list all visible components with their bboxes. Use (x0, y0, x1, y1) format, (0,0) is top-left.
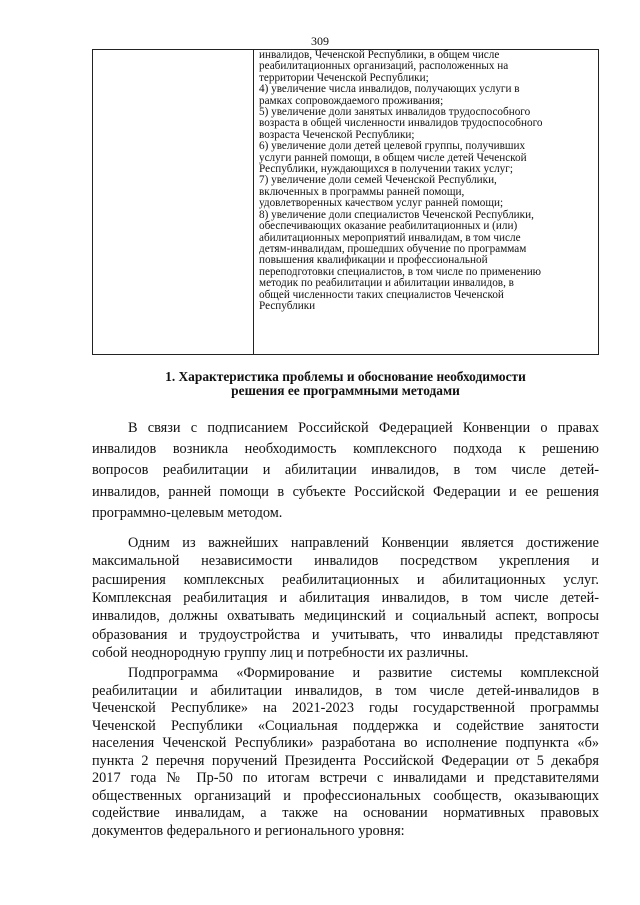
table-cell-line: Республики, нуждающихся в получении таких услуг; (259, 163, 513, 176)
table-cell-line: удовлетворенных качеством услуг ранней помощи; (259, 197, 504, 210)
table-cell-line: услуги ранней помощи, в общем числе детей Чеченской (259, 151, 527, 164)
paragraph-line: населения Чеченской Республики» разработана во исполнение подпункта «б» (92, 735, 599, 752)
page-number: 309 (311, 34, 329, 48)
heading-line: 1. Характеристика проблемы и обоснование необходимости (165, 369, 526, 384)
paragraph-line: собой неоднородную группу лиц и потребности их различны. (92, 644, 469, 661)
paragraph-line: пункта 2 перечня поручений Президента Российской Федерации от 5 декабря (92, 752, 599, 769)
paragraph-line: Чеченской Республике» на 2021-2023 годы государственной программы (92, 700, 599, 717)
paragraph-2 (92, 534, 599, 662)
paragraph-line: Комплексная реабилитация и абилитация инвалидов, в том числе детей- (92, 589, 599, 606)
paragraph-line: Подпрограмма «Формирование и развитие системы комплексной (128, 665, 599, 682)
table-column-divider (253, 50, 254, 354)
paragraph-line: расширения комплексных реабилитационных и абилитационных услуг. (92, 571, 599, 588)
table-cell-line: реабилитационных организаций, расположенных на (259, 60, 509, 73)
table-cell-line: 8) увеличение доли специалистов Чеченской Республики, (259, 208, 534, 221)
table-cell-line: возраста в общей численности инвалидов трудоспособного (259, 117, 543, 130)
table-cell-line: инвалидов, Чеченской Республики, в общем числе (259, 49, 500, 61)
table-cell-line: переподготовки специалистов, в том числе по применению (259, 265, 542, 278)
paragraph-line: образования и трудоустройства и учитывать, что инвалиды представляют (92, 626, 599, 643)
goals-table (92, 49, 599, 355)
table-cell-line: методик по реабилитации и абилитации инвалидов, в (259, 277, 514, 290)
paragraph-line: Одним из важнейших направлений Конвенции является достижение (128, 535, 599, 552)
paragraph-line: максимальной независимости инвалидов посредством укрепления и (92, 553, 599, 570)
table-cell-line: 7) увеличение доли семей Чеченской Республики, (259, 174, 497, 187)
body-text (92, 418, 599, 840)
table-cell-line: рамках сопровождаемого проживания; (259, 94, 444, 107)
paragraph-line: инвалидов, ранней помощи в субъекте Российской Федерации и ее решения (92, 483, 599, 500)
paragraph-3 (92, 665, 599, 840)
paragraph-1 (92, 418, 599, 524)
table-right-cell (259, 50, 594, 312)
table-cell-line: повышения квалификации и профессиональной (259, 254, 488, 267)
paragraph-line: вопросов реабилитации и абилитации инвалидов, в том числе детей- (92, 462, 599, 479)
section-heading (92, 370, 599, 398)
table-cell-line: обеспечивающих оказание реабилитационных и (или) (259, 220, 518, 233)
table-cell-line: Республики (259, 299, 316, 312)
table-cell-line: возраста Чеченской Республики; (259, 128, 415, 141)
paragraph-line: содействие инвалидам, а также на основании нормативных правовых (92, 805, 599, 822)
paragraph-line: общественных организаций и профессиональных сообществ, оказывающих (92, 787, 599, 804)
paragraph-line: Чеченской Республики «Социальная поддержка и содействие занятости (92, 717, 599, 734)
table-cell-line: детям-инвалидам, прошедших обучение по программам (259, 242, 527, 255)
paragraph-line: 2017 года № Пр-50 по итогам встречи с инвалидами и представителями (92, 770, 599, 787)
table-cell-line: территории Чеченской Республики; (259, 71, 429, 84)
paragraph-line: инвалидов, должны охватывать медицинский и социальный аспект, вопросы (92, 608, 599, 625)
table-cell-line: включенных в программы ранней помощи, (259, 185, 465, 198)
paragraph-line: программно-целевым методом. (92, 504, 283, 521)
paragraph-line: документов федерального и регионального уровня: (92, 822, 405, 839)
table-cell-line: 6) увеличение доли детей целевой группы, получивших (259, 140, 526, 153)
table-cell-line: 5) увеличение доли занятых инвалидов трудоспособного (259, 106, 531, 119)
heading-line: решения ее программными методами (231, 383, 460, 398)
table-cell-line: общей численности таких специалистов Чеченской (259, 288, 504, 301)
paragraph-line: реабилитации и абилитации инвалидов, в том числе детей-инвалидов в (92, 682, 599, 699)
table-cell-line: 4) увеличение числа инвалидов, получающих услуги в (259, 83, 520, 96)
paragraph-line: В связи с подписанием Российской Федерацией Конвенции о правах (128, 420, 599, 436)
table-cell-line: абилитационных мероприятий инвалидам, в том числе (259, 231, 521, 244)
paragraph-line: инвалидов возникла необходимость комплексного подхода к решению (92, 441, 599, 458)
